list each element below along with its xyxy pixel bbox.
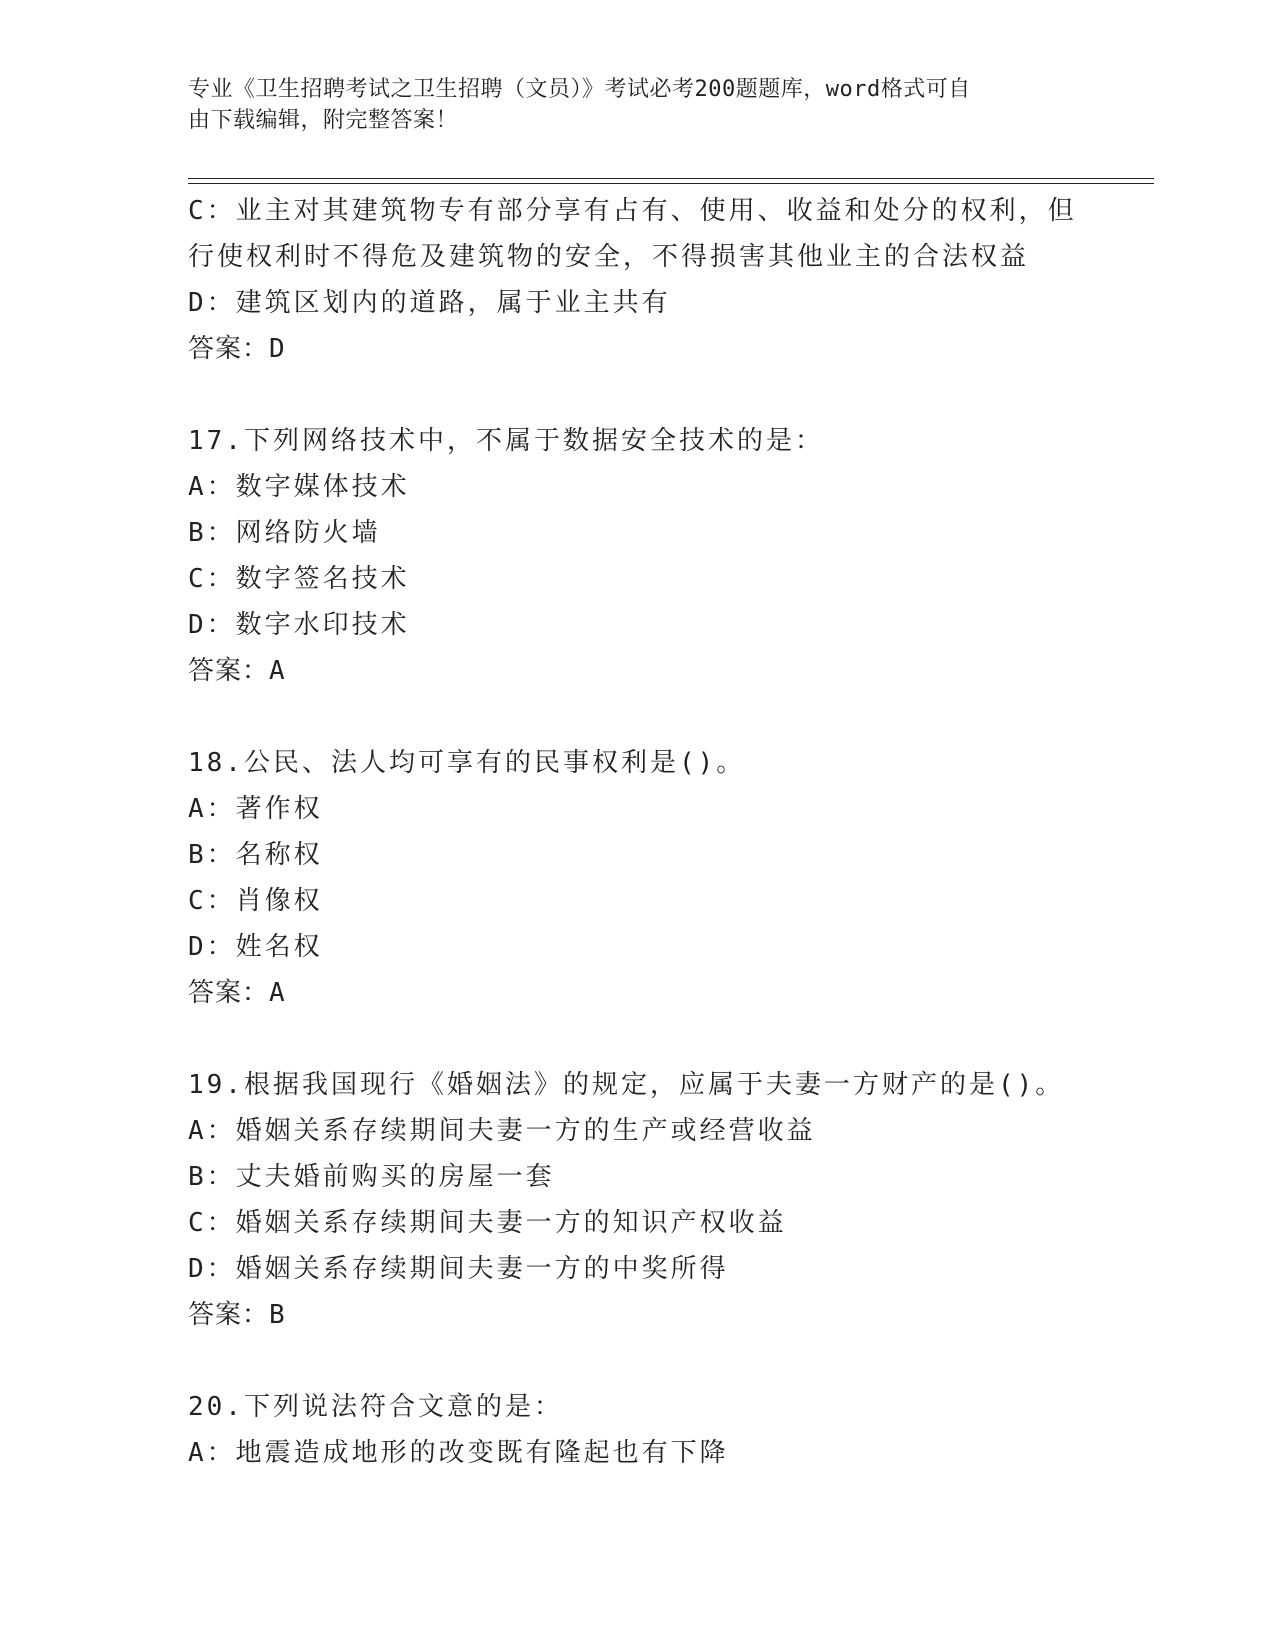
option-d: D：姓名权 bbox=[188, 932, 323, 962]
header-rule-top bbox=[188, 178, 1154, 179]
document-header bbox=[188, 74, 1068, 136]
header-line-2: 由下载编辑，附完整答案！ bbox=[188, 108, 459, 133]
header-line-1: 专业《卫生招聘考试之卫生招聘（文员）》考试必考200题题库，word格式可自 bbox=[188, 77, 971, 102]
answer: 答案：A bbox=[188, 656, 286, 686]
question-content bbox=[188, 188, 1088, 1476]
option-d: D：建筑区划内的道路，属于业主共有 bbox=[188, 288, 671, 318]
option-b: B：名称权 bbox=[188, 840, 323, 870]
question-20 bbox=[188, 1384, 1088, 1476]
option-c: C：肖像权 bbox=[188, 886, 323, 916]
question-18 bbox=[188, 740, 1088, 1016]
question-stem: 19.根据我国现行《婚姻法》的规定，应属于夫妻一方财产的是()。 bbox=[188, 1070, 1065, 1100]
option-c-line-2: 行使权利时不得危及建筑物的安全，不得损害其他业主的合法权益 bbox=[188, 242, 1030, 272]
option-c-line-1: C：业主对其建筑物专有部分享有占有、使用、收益和处分的权利，但 bbox=[188, 196, 1077, 226]
option-a: A：数字媒体技术 bbox=[188, 472, 410, 502]
spacer bbox=[188, 1338, 1088, 1384]
spacer bbox=[188, 694, 1088, 740]
header-rule-bottom bbox=[188, 183, 1154, 184]
answer: 答案：D bbox=[188, 334, 286, 364]
option-d: D：数字水印技术 bbox=[188, 610, 410, 640]
spacer bbox=[188, 1016, 1088, 1062]
question-stem: 18.公民、法人均可享有的民事权利是()。 bbox=[188, 748, 746, 778]
option-a: A：婚姻关系存续期间夫妻一方的生产或经营收益 bbox=[188, 1116, 816, 1146]
question-stem: 20.下列说法符合文意的是： bbox=[188, 1392, 563, 1422]
question-17 bbox=[188, 418, 1088, 694]
option-b: B：丈夫婚前购买的房屋一套 bbox=[188, 1162, 555, 1192]
option-a: A：地震造成地形的改变既有隆起也有下降 bbox=[188, 1438, 729, 1468]
answer: 答案：A bbox=[188, 978, 286, 1008]
option-a: A：著作权 bbox=[188, 794, 323, 824]
answer: 答案：B bbox=[188, 1300, 286, 1330]
option-b: B：网络防火墙 bbox=[188, 518, 381, 548]
question-19 bbox=[188, 1062, 1088, 1338]
question-16-tail bbox=[188, 188, 1088, 372]
question-stem: 17.下列网络技术中，不属于数据安全技术的是： bbox=[188, 426, 824, 456]
option-c: C：数字签名技术 bbox=[188, 564, 410, 594]
option-d: D：婚姻关系存续期间夫妻一方的中奖所得 bbox=[188, 1254, 729, 1284]
option-c: C：婚姻关系存续期间夫妻一方的知识产权收益 bbox=[188, 1208, 787, 1238]
spacer bbox=[188, 372, 1088, 418]
